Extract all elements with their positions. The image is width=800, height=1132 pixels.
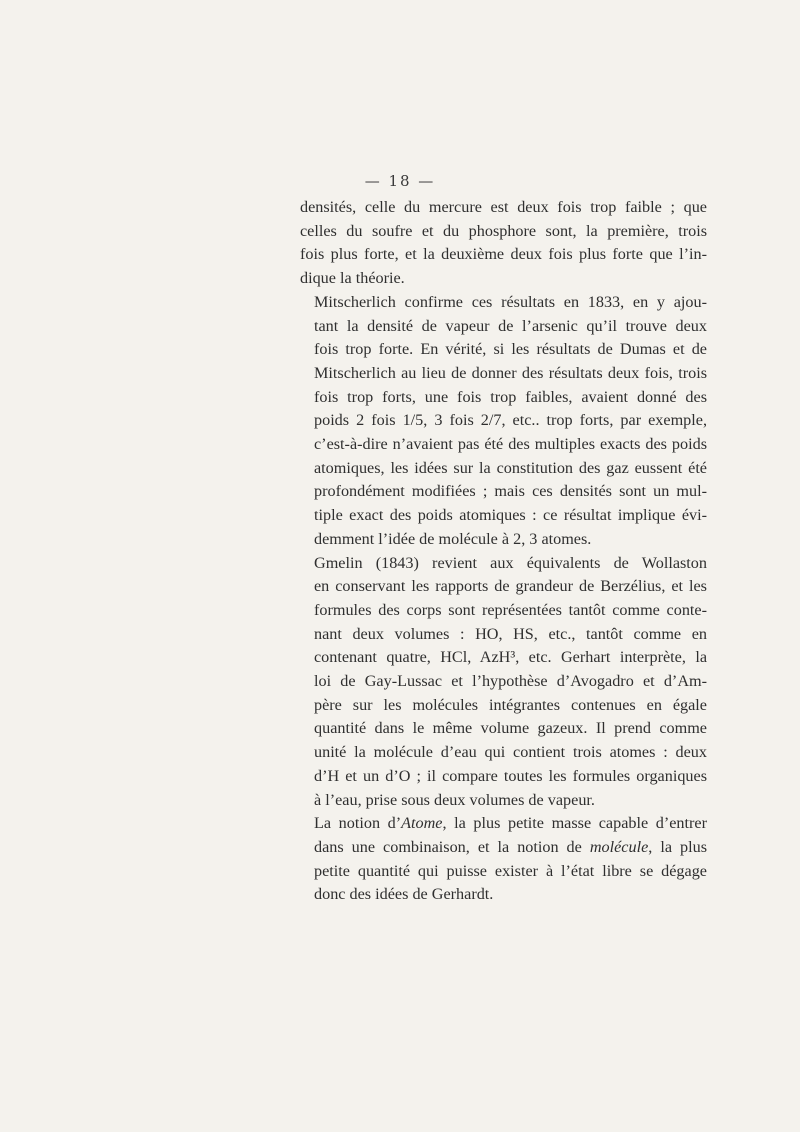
paragraph-4 <box>300 812 707 907</box>
text-line: à l’eau, prise sous deux volumes de vapeur. <box>314 790 595 809</box>
text-line: père sur les molécules intégrantes contenues en égale <box>314 695 707 714</box>
page-number: — 18 — <box>364 172 436 190</box>
text-line: dique la théorie. <box>300 269 405 288</box>
text-line: poids 2 fois 1/5, 3 fois 2/7, etc.. trop forts, par exemple, <box>314 411 707 430</box>
paragraph-2 <box>300 291 707 552</box>
text-line: nant deux volumes : HO, HS, etc., tantôt comme en <box>314 624 707 643</box>
text-line: tiple exact des poids atomiques : ce résultat implique évi- <box>314 506 707 525</box>
text-segment: , la plus petite masse capable d’entrer <box>442 814 707 833</box>
text-line: d’H et un d’O ; il compare toutes les formules organiques <box>314 766 707 785</box>
text-line: Gmelin (1843) revient aux équivalents de Wollaston <box>314 553 707 572</box>
text-line: unité la molécule d’eau qui contient trois atomes : deux <box>314 743 707 762</box>
text-line: demment l’idée de molécule à 2, 3 atomes. <box>314 529 592 548</box>
text-line: c’est-à-dire n’avaient pas été des multiples exacts des poids <box>314 435 707 454</box>
text-line: Mitscherlich au lieu de donner des résultats deux fois, trois <box>314 363 707 382</box>
text-line: formules des corps sont représentées tantôt comme conte- <box>314 600 707 619</box>
body-text <box>300 196 707 907</box>
text-line: Mitscherlich confirme ces résultats en 1833, en y ajou- <box>314 292 707 311</box>
text-line: fois trop forte. En vérité, si les résultats de Dumas et de <box>314 340 707 359</box>
text-line: petite quantité qui puisse exister à l’état libre se dégage <box>314 861 707 880</box>
text-line: quantité dans le même volume gazeux. Il prend comme <box>314 719 707 738</box>
text-line: fois plus forte, et la deuxième deux fois plus forte que l’in- <box>300 245 707 264</box>
text-line: donc des idées de Gerhardt. <box>314 885 494 904</box>
text-line: profondément modifiées ; mais ces densités sont un mul- <box>314 482 707 501</box>
paragraph-3 <box>300 552 707 813</box>
text-segment: La notion d’ <box>314 814 402 833</box>
text-line: en conservant les rapports de grandeur de Berzélius, et les <box>314 577 707 596</box>
text-line: contenant quatre, HCl, AzH³, etc. Gerhart interprète, la <box>314 648 707 667</box>
text-line: loi de Gay-Lussac et l’hypothèse d’Avogadro et d’Am- <box>314 672 707 691</box>
text-line: densités, celle du mercure est deux fois trop faible ; que <box>300 198 707 216</box>
text-line <box>300 812 707 836</box>
text-line: celles du soufre et du phosphore sont, la première, trois <box>300 221 707 240</box>
text-line: atomiques, les idées sur la constitution des gaz eussent été <box>314 458 707 477</box>
text-line: tant la densité de vapeur de l’arsenic qu’il trouve deux <box>314 316 707 335</box>
text-line <box>300 836 707 860</box>
text-segment: , la plus <box>648 837 707 856</box>
italic-term-atome: Atome <box>401 814 443 833</box>
text-line: fois trop forts, une fois trop faibles, avaient donné des <box>314 387 707 406</box>
paragraph-1 <box>300 196 707 291</box>
text-segment: dans une combinaison, et la notion de <box>314 837 590 856</box>
italic-term-molecule: molécule <box>589 837 649 856</box>
